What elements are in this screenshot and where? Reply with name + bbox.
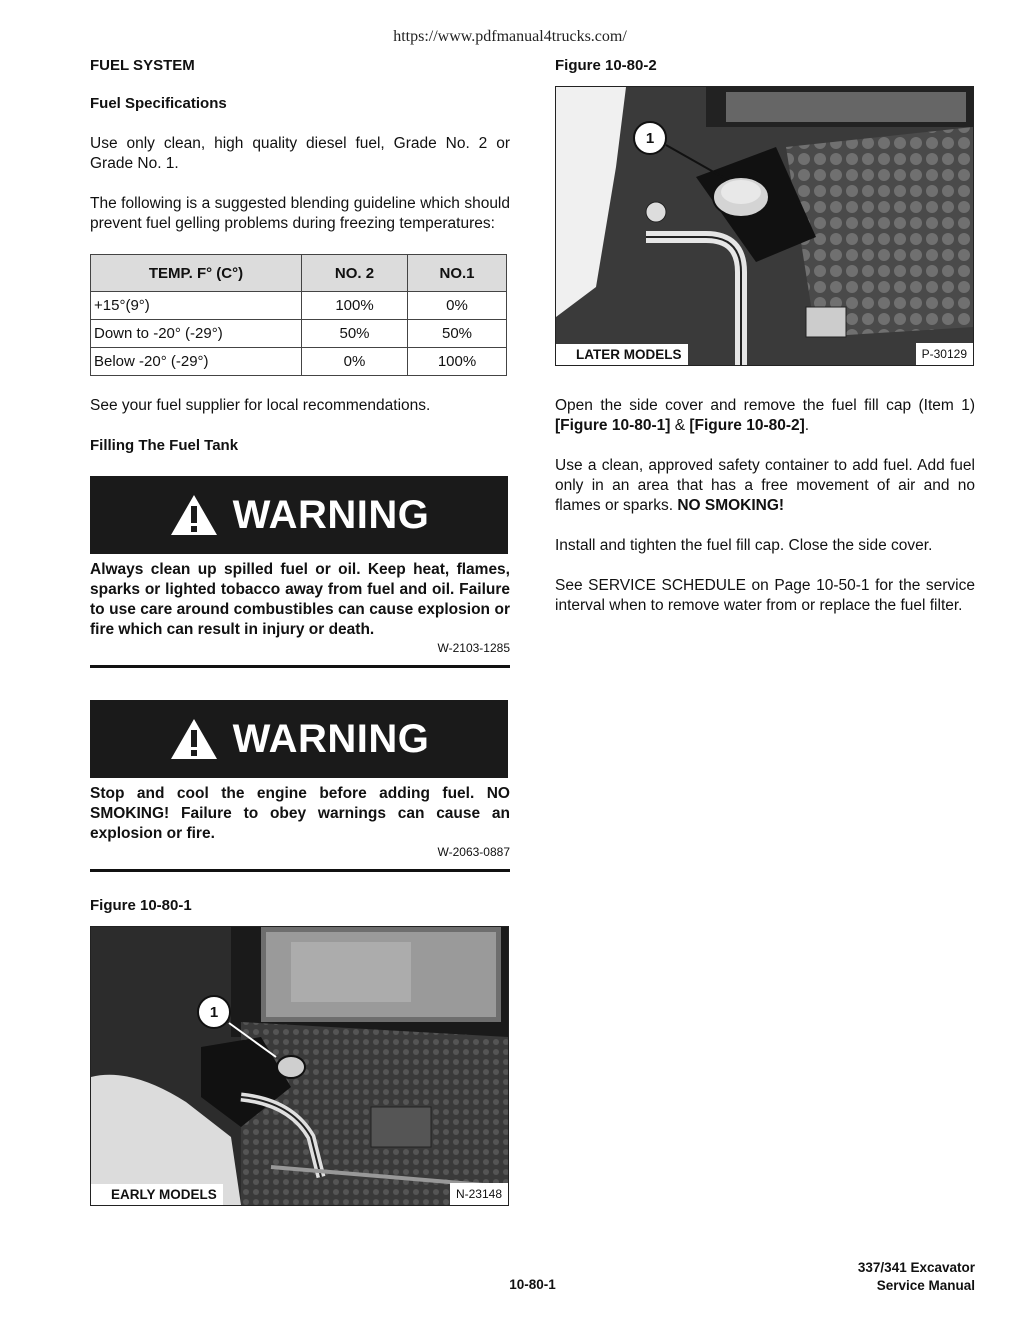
no-smoking-text: NO SMOKING! [677, 497, 785, 514]
container-paragraph [555, 456, 975, 516]
table-row [91, 348, 507, 376]
source-url[interactable]: https://www.pdfmanual4trucks.com/ [393, 28, 627, 45]
container-text: Use a clean, approved safety container to add fuel. Add fuel only in an area that has a free movement of air and no flames or sparks. [555, 457, 975, 514]
table-cell: 100% [408, 348, 507, 376]
table-row [91, 320, 507, 348]
table-cell: 0% [408, 292, 507, 320]
filling-heading: Filling The Fuel Tank [90, 437, 239, 454]
warning-triangle-icon [169, 717, 219, 761]
warning-text: Always clean up spilled fuel or oil. Keep heat, flames, sparks or lighted tobacco away from fuel and oil. Failure to use care around combustibles can cause explosion or fire which can result in injury or death. [90, 561, 510, 638]
manual-title-line-2: Service Manual [876, 1278, 975, 1293]
figure-2-code: P-30129 [916, 343, 973, 365]
blending-table [90, 254, 507, 376]
specs-heading: Fuel Specifications [90, 95, 227, 112]
figure-2-callout: 1 [633, 121, 667, 155]
warning-divider [90, 665, 510, 668]
warning-block-2 [90, 700, 510, 872]
install-cap-paragraph: Install and tighten the fuel fill cap. Close the side cover. [555, 537, 933, 554]
table-cell: 50% [408, 320, 507, 348]
figure-1-photo [90, 926, 509, 1206]
figure-2-reference[interactable]: [Figure 10-80-2] [689, 417, 805, 434]
early-models-photo-illustration [91, 927, 508, 1205]
warning-banner [90, 700, 508, 778]
figure-1-callout: 1 [197, 995, 231, 1029]
manual-title-line-1: 337/341 Excavator [857, 1260, 975, 1275]
table-row [91, 292, 507, 320]
table-cell: 100% [302, 292, 408, 320]
supplier-paragraph: See your fuel supplier for local recommendations. [90, 397, 431, 414]
figure-1-code: N-23148 [450, 1183, 508, 1205]
table-cell: Below -20° (-29°) [91, 348, 302, 376]
table-cell: 0% [302, 348, 408, 376]
warning-code: W-2103-1285 [437, 641, 510, 655]
table-header-row [91, 255, 507, 292]
warning-block-1 [90, 476, 510, 668]
figure-1-title: Figure 10-80-1 [90, 897, 192, 914]
table-header-no1: NO.1 [408, 255, 507, 292]
figure-2-label: LATER MODELS [556, 344, 688, 365]
page-number: 10-80-1 [509, 1277, 556, 1292]
warning-text: Stop and cool the engine before adding fuel. NO SMOKING! Failure to obey warnings can cause an explosion or fire. [90, 785, 510, 842]
table-cell: Down to -20° (-29°) [91, 320, 302, 348]
figure-2-photo [555, 86, 974, 366]
open-cover-text: Open the side cover and remove the fuel fill cap (Item 1) [555, 397, 975, 414]
figure-1-label: EARLY MODELS [91, 1184, 223, 1205]
figure-2-title: Figure 10-80-2 [555, 57, 657, 74]
table-cell: 50% [302, 320, 408, 348]
figure-1-reference[interactable]: [Figure 10-80-1] [555, 417, 671, 434]
later-models-photo-illustration [556, 87, 973, 365]
blending-paragraph: The following is a suggested blending guideline which should prevent fuel gelling problems during freezing temperatures: [90, 195, 510, 232]
warning-label: WARNING [232, 492, 430, 537]
ampersand: & [670, 417, 690, 434]
warning-triangle-icon [169, 493, 219, 537]
manual-title [858, 1259, 975, 1295]
warning-banner [90, 476, 508, 554]
left-column [90, 56, 510, 1206]
warning-divider [90, 869, 510, 872]
specs-paragraph: Use only clean, high quality diesel fuel, Grade No. 2 or Grade No. 1. [90, 135, 510, 172]
right-column [555, 56, 975, 616]
table-header-temp: TEMP. F° (C°) [91, 255, 302, 292]
table-cell: +15°(9°) [91, 292, 302, 320]
section-title: FUEL SYSTEM [90, 57, 195, 74]
service-schedule-paragraph: See SERVICE SCHEDULE on Page 10-50-1 for the service interval when to remove water from or replace the fuel filter. [555, 577, 975, 614]
table-header-no2: NO. 2 [302, 255, 408, 292]
period: . [804, 417, 810, 434]
warning-label: WARNING [232, 716, 430, 761]
open-cover-paragraph [555, 396, 975, 436]
warning-code: W-2063-0887 [437, 845, 510, 859]
